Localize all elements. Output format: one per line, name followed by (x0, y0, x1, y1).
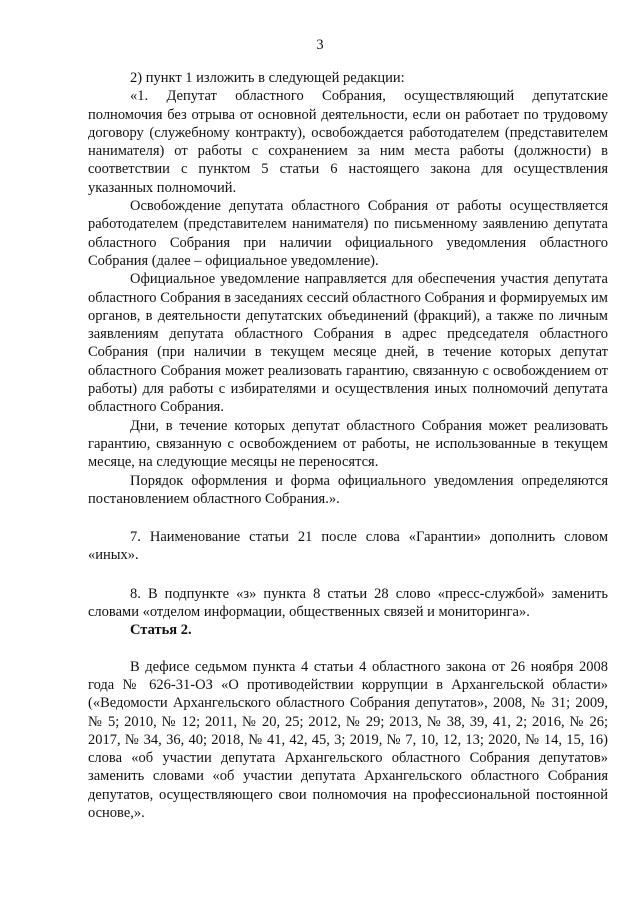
article-2-text: В дефисе седьмом пункта 4 статьи 4 областного закона от 26 ноября 2008 года № 626-31-ОЗ «О противодействии коррупции в Архангельской области» («Ведомости Архангельского областного Собрания депутатов», 2008, № 31; 2009, № 5; 2010, № 12; 2011, № 20, 25; 2012, № 29; 2013, № 38, 39, 41, 2; 2016, № 26; 2017, № 34, 36, 40; 2018, № 41, 42, 45, 3; 2019, № 7, 10, 12, 13; 2020, № 14, 15, 16) слова «об участии депутата Архангельского областного Собрания депутатов» заменить словами «об участии депутата Архангельского областного Собрания депутатов, осуществляющего свои полномочия на профессиональной постоянной основе,». (88, 658, 608, 821)
amendment-item-7: 7. Наименование статьи 21 после слова «Гарантии» дополнить словом «иных». (88, 529, 608, 564)
amendment-item-2-intro: 2) пункт 1 изложить в следующей редакции: (130, 70, 405, 86)
amendment-item-8: 8. В подпункте «з» пункта 8 статьи 28 слово «пресс-службой» заменить словами «отделом информации, общественных связей и мониторинга». (88, 585, 608, 621)
official-notice-paragraph: Официальное уведомление направляется для обеспечения участия депутата областного Собрания в заседаниях сессий областного Собрания и формируемых им органов, в деятельности депутатских объединений (фракций), а также по личным заявлениям депутата областного Собрания в адрес председателя областного Собрания (при наличии в текущем месяце дней, в течение которых депутат областного Собрания может реализовать гарантию, связанную с освобождением от работы) для работы с избирателями и осуществления иных полномочий депутата областного Собрания. (88, 271, 608, 416)
release-procedure-paragraph: Освобождение депутата областного Собрания от работы осуществляется работодателем (представителем нанимателя) по письменному заявлению депутата областного Собрания при наличии официального уведомления областного Собрания (далее – официальное уведомление). (88, 198, 608, 269)
unused-days-paragraph: Дни, в течение которых депутат областного Собрания может реализовать гарантию, связанную с освобождением от работы, не использованные в текущем месяце, на следующие месяцы не переносятся. (88, 417, 608, 471)
document-body (88, 69, 608, 822)
article-2-heading: Статья 2. (130, 622, 192, 639)
notice-form-paragraph: Порядок оформления и форма официального уведомления определяются постановлением областного Собрания.». (88, 472, 608, 507)
page-number: 3 (316, 37, 324, 53)
quoted-clause-1: «1. Депутат областного Собрания, осуществляющий депутатские полномочия без отрыва от основной деятельности, если он работает по трудовому договору (служебному контракту), освобождается работодателем (представителем нанимателя) от работы с сохранением за ним места работы (должности) в соответствии с пунктом 5 статьи 6 настоящего закона для осуществления указанных полномочий. (88, 88, 608, 196)
